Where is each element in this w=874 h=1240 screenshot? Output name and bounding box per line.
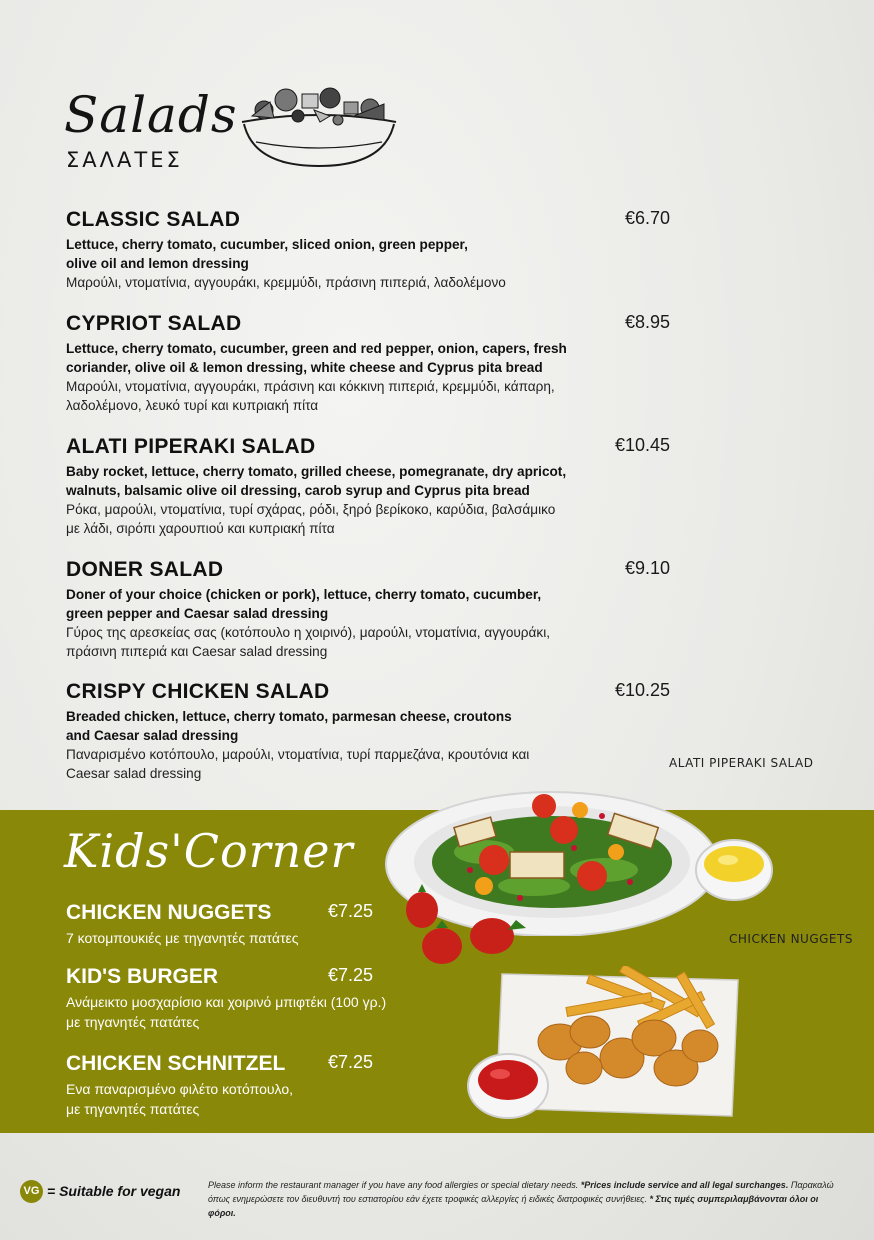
item-name: DONER SALAD	[66, 558, 224, 581]
vegan-badge-icon: VG	[20, 1180, 43, 1203]
item-price: €10.45	[614, 435, 670, 455]
chicken-nuggets-photo	[466, 966, 746, 1126]
menu-item-cypriot-salad	[66, 312, 676, 415]
item-description-gr: Μαρούλι, ντοματίνια, αγγουράκι, κρεμμύδι, πράσινη πιπεριά, λαδολέμονο	[66, 275, 506, 290]
item-description: Ενα παναρισμένο φιλέτο κοτόπουλο, με τηγανητές πατάτες	[66, 1081, 294, 1117]
kids-item-chicken-nuggets	[66, 901, 406, 948]
item-price: €7.25	[328, 901, 374, 921]
salad-bowl-sketch-icon	[234, 80, 404, 170]
footer-allergy-note: Please inform the restaurant manager if you have any food allergies or special dietary needs. *Prices include service and all legal surchanges. Παρακαλώ όπως ενημερώσετε τον διευθυντή του εστιατορίου εάν έχετε τροφικές αλλεργίες ή ειδικές διατροφικές συνήθειες. * Στις τιμές συμπεριλαμβάνονται όλοι οι φόροι.	[208, 1180, 834, 1218]
item-price: €7.25	[328, 965, 374, 985]
section-title-salads: Salads	[64, 86, 238, 144]
caption-nuggets-photo: CHICKEN NUGGETS	[729, 932, 853, 946]
item-description: Ανάμεικτο μοσχαρίσιο και χοιρινό μπιφτέκι (100 γρ.) με τηγανητές πατάτες	[66, 994, 387, 1030]
item-description-gr: Μαρούλι, ντοματίνια, αγγουράκι, πράσινη και κόκκινη πιπεριά, κρεμμύδι, κάπαρη, λαδολέμονο, λευκό τυρί και κυπριακή πίτα	[66, 379, 555, 413]
item-price: €7.25	[328, 1052, 374, 1072]
item-name: KID'S BURGER	[66, 965, 219, 988]
item-description: 7 κοτομπουκιές με τηγανητές πατάτες	[66, 930, 299, 946]
item-description-gr: Παναρισμένο κοτόπουλο, μαρούλι, ντοματίνια, τυρί παρμεζάνα, κρουτόνια και Caesar salad dressing	[66, 747, 530, 781]
item-description-en: Breaded chicken, lettuce, cherry tomato, parmesan cheese, croutons and Caesar salad dressing	[66, 709, 512, 743]
item-description-gr: Γύρος της αρεσκείας σας (κοτόπουλο η χοιρινό), μαρούλι, ντοματίνια, αγγουράκι, πράσινη πιπεριά και Caesar salad dressing	[66, 625, 550, 659]
item-description-en: Lettuce, cherry tomato, cucumber, sliced onion, green pepper, olive oil and lemon dressing	[66, 237, 468, 271]
item-description-gr: Ρόκα, μαρούλι, ντοματίνια, τυρί σχάρας, ρόδι, ξηρό βερίκοκο, καρύδια, βαλσάμικο με λάδι, σιρόπι χαρουπιού και κυπριακή πίτα	[66, 502, 556, 536]
menu-item-alati-piperaki-salad	[66, 435, 676, 538]
item-price: €9.10	[624, 558, 670, 578]
item-name: CLASSIC SALAD	[66, 208, 241, 231]
item-name: CRISPY CHICKEN SALAD	[66, 680, 330, 703]
item-description-en: Baby rocket, lettuce, cherry tomato, grilled cheese, pomegranate, dry apricot, walnuts, balsamic olive oil dressing, carob syrup and Cyprus pita bread	[66, 464, 567, 498]
mustard-dip-photo	[694, 834, 774, 904]
vegan-legend-text: = Suitable for vegan	[47, 1183, 181, 1199]
cherry-tomatoes-photo	[396, 880, 528, 970]
item-price: €8.95	[624, 312, 670, 332]
section-title-kids-corner: Kids'Corner	[64, 824, 354, 878]
item-name: CHICKEN NUGGETS	[66, 901, 272, 924]
item-description-en: Doner of your choice (chicken or pork), lettuce, cherry tomato, cucumber, green pepper and Caesar salad dressing	[66, 587, 542, 621]
menu-item-doner-salad	[66, 558, 676, 661]
item-name: CHICKEN SCHNITZEL	[66, 1052, 286, 1075]
item-price: €10.25	[614, 680, 670, 700]
kids-item-kids-burger	[66, 965, 406, 1032]
menu-item-classic-salad	[66, 208, 676, 292]
section-subtitle-salads-greek: ΣΑΛΑΤΕΣ	[66, 148, 183, 172]
item-price: €6.70	[624, 208, 670, 228]
kids-item-chicken-schnitzel	[66, 1052, 406, 1119]
menu-item-crispy-chicken-salad	[66, 680, 676, 783]
item-name: CYPRIOT SALAD	[66, 312, 242, 335]
item-name: ALATI PIPERAKI SALAD	[66, 435, 316, 458]
caption-salad-photo: ALATI PIPERAKI SALAD	[669, 756, 814, 770]
item-description-en: Lettuce, cherry tomato, cucumber, green and red pepper, onion, capers, fresh coriander, olive oil & lemon dressing, white cheese and Cyprus pita bread	[66, 341, 567, 375]
